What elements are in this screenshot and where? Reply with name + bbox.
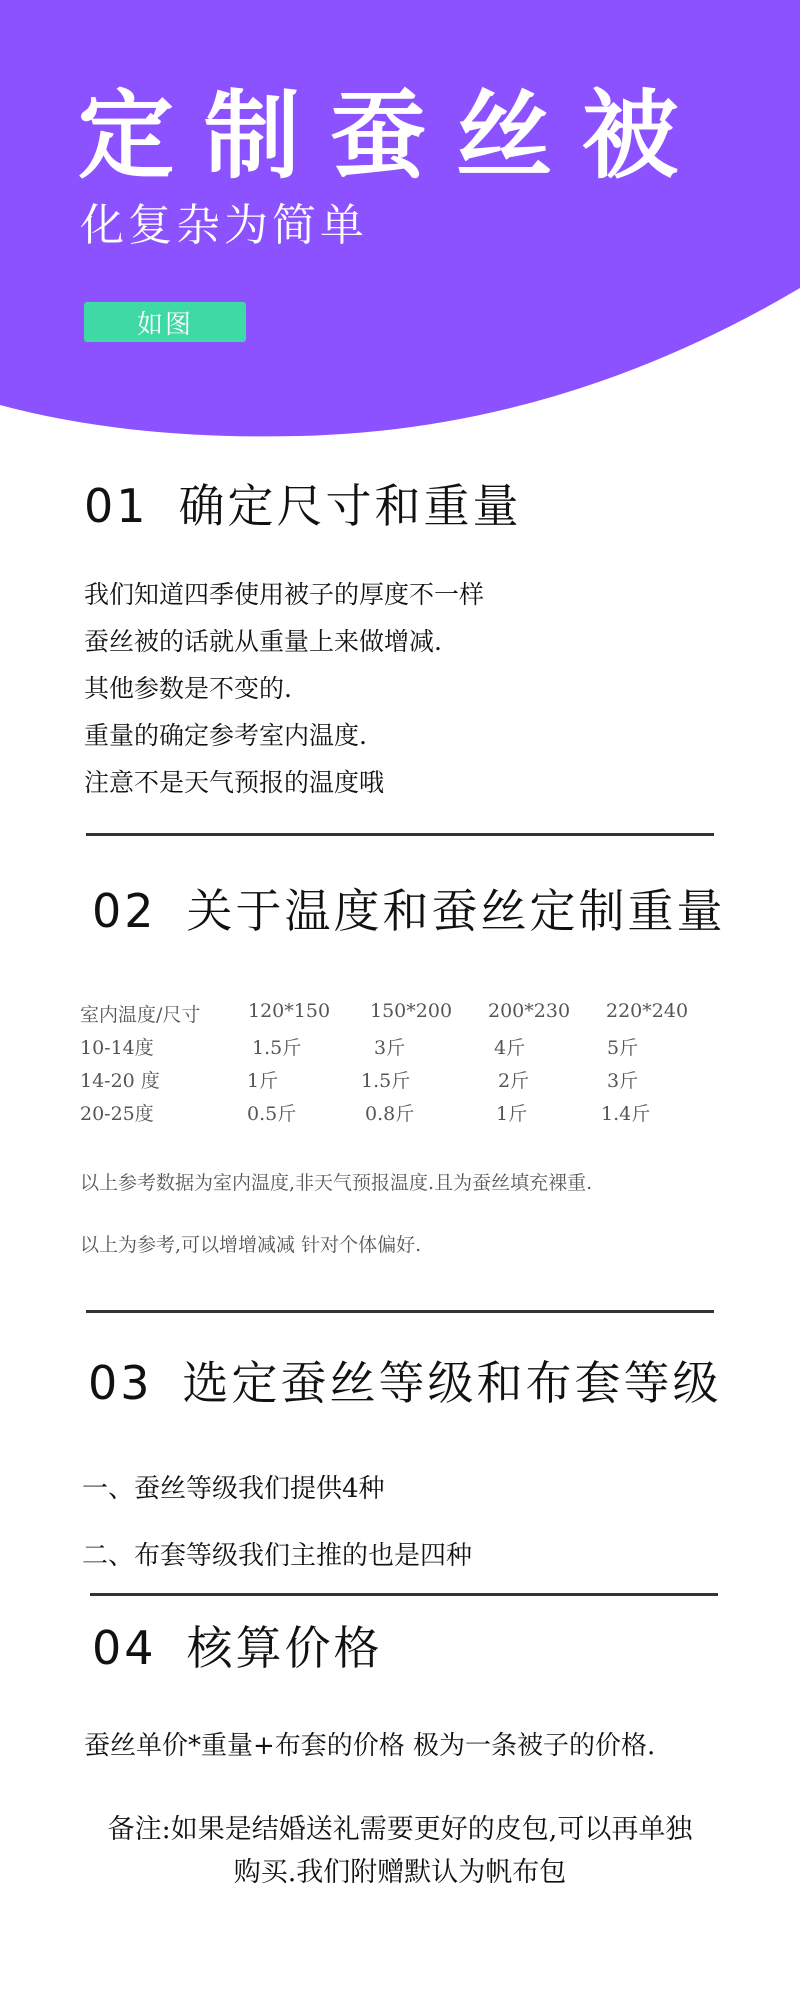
section1-body [84, 571, 484, 806]
table-cell: 4斤 [494, 1037, 526, 1059]
divider [90, 1593, 718, 1596]
table-cell: 10-14度 [80, 1037, 154, 1059]
section4-heading [92, 1621, 383, 1675]
table-cell: 0.5斤 [247, 1103, 297, 1125]
table-header-cell: 200*230 [488, 1000, 571, 1022]
section4-title: 核算价格 [186, 1621, 383, 1675]
section2-title: 关于温度和蚕丝定制重量 [186, 884, 726, 938]
table-cell: 0.8斤 [365, 1103, 415, 1125]
price-formula: 蚕丝单价*重量+布套的价格 极为一条被子的价格. [84, 1731, 656, 1761]
table-header-cell: 150*200 [370, 1000, 453, 1022]
remark-line: 备注:如果是结婚送礼需要更好的皮包,可以再单独 [107, 1814, 693, 1845]
table-header-cell: 120*150 [248, 1000, 331, 1022]
section1-line: 我们知道四季使用被子的厚度不一样 [84, 580, 485, 609]
table-cell: 3斤 [374, 1037, 406, 1059]
table-cell: 1斤 [496, 1103, 528, 1125]
table-cell: 14-20 度 [80, 1070, 160, 1092]
section3-number: 03 [88, 1356, 153, 1410]
table-header-cell: 室内温度/尺寸 [80, 1004, 201, 1026]
section1-line: 蚕丝被的话就从重量上来做增减. [84, 627, 442, 656]
table-cell: 2斤 [498, 1070, 530, 1092]
section1-heading [84, 479, 522, 533]
section1-line: 注意不是天气预报的温度哦 [84, 768, 385, 797]
table-cell: 1.5斤 [361, 1070, 411, 1092]
table-cell: 1.4斤 [601, 1103, 651, 1125]
remark-line: 购买.我们附赠默认为帆布包 [233, 1857, 567, 1888]
hero-subtitle: 化复杂为简单 [80, 200, 368, 251]
section3-title: 选定蚕丝等级和布套等级 [182, 1356, 722, 1410]
section1-number: 01 [84, 479, 149, 533]
hero-button[interactable]: 如图 [84, 302, 246, 342]
table-cell: 5斤 [607, 1037, 639, 1059]
hero-title: 定制蚕丝被 [78, 80, 708, 192]
remark [60, 1808, 740, 1894]
divider [86, 833, 714, 836]
table-header-cell: 220*240 [606, 1000, 689, 1022]
section3-item: 二、布套等级我们主推的也是四种 [82, 1541, 473, 1571]
section4-number: 04 [92, 1621, 157, 1675]
table-cell: 1.5斤 [252, 1037, 302, 1059]
section1-line: 其他参数是不变的. [84, 674, 292, 703]
section1-line: 重量的确定参考室内温度. [84, 721, 367, 750]
table-cell: 1斤 [247, 1070, 279, 1092]
section1-title: 确定尺寸和重量 [178, 479, 522, 533]
section2-heading [92, 884, 726, 938]
table-cell: 3斤 [607, 1070, 639, 1092]
section3-item: 一、蚕丝等级我们提供4种 [82, 1474, 385, 1504]
divider [86, 1310, 714, 1313]
hero-banner [0, 0, 800, 440]
section3-heading [88, 1356, 722, 1410]
table-cell: 20-25度 [80, 1103, 154, 1125]
table-note: 以上参考数据为室内温度,非天气预报温度.且为蚕丝填充裸重. [80, 1172, 593, 1194]
table-note: 以上为参考,可以增增减减 针对个体偏好. [80, 1234, 422, 1256]
section2-number: 02 [92, 884, 157, 938]
